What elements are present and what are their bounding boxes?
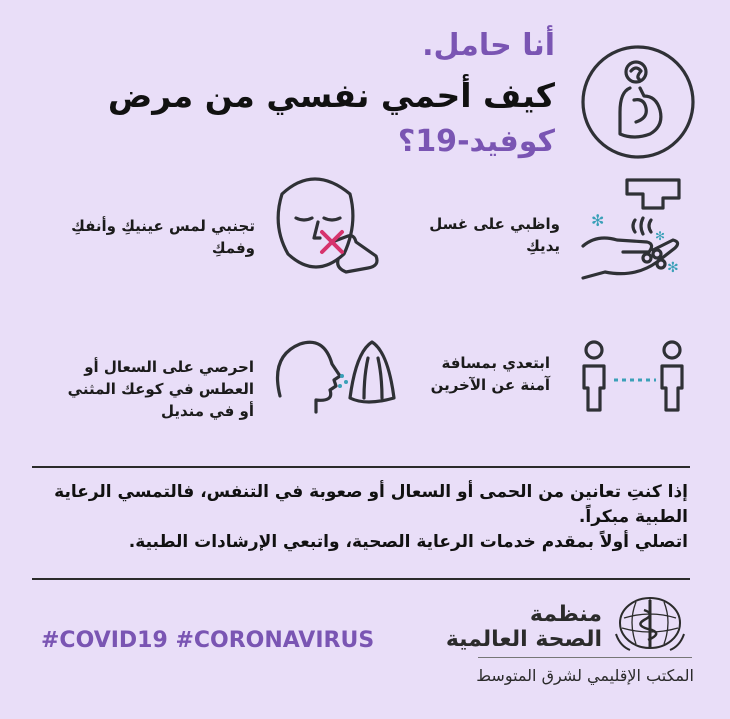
svg-text:✻: ✻ (591, 211, 605, 230)
who-divider (478, 657, 692, 658)
who-emblem-icon (614, 594, 686, 652)
divider-bottom (32, 578, 690, 580)
notice-line-1: إذا كنتِ تعانين من الحمى أو السعال أو صعوبة في التنفس، فالتمسي الرعاية الطبية مبكراً. (54, 482, 688, 527)
handwashing-icon (577, 174, 693, 284)
distance-icon (580, 340, 690, 414)
divider-top (32, 466, 690, 468)
tip-cover-cough: احرصي على السعال أو العطس في كوعك المثني أو في منديل (67, 358, 254, 420)
tip-avoid-touching-face: تجنبي لمس عينيكِ وأنفكِ وفمكِ (71, 217, 255, 257)
title-line-3: كوفيد-19؟ (397, 124, 555, 159)
tip-handwashing: واظبي على غسل يديكِ (429, 215, 560, 255)
notice-line-2: اتصلي أولاً بمقدم خدمات الرعاية الصحية، واتبعي الإرشادات الطبية. (128, 532, 688, 552)
who-organization-name (446, 602, 602, 652)
tip-keep-distance: ابتعدي بمسافة آمنة عن الآخرين (430, 354, 550, 394)
svg-text:✻: ✻ (655, 229, 666, 243)
who-name-line-2: الصحة العالمية (445, 627, 602, 652)
title-line-1: أنا حامل. (422, 28, 555, 63)
medical-care-notice (38, 480, 688, 555)
svg-text:✻: ✻ (667, 260, 679, 276)
who-name-line-1: منظمة (529, 602, 602, 627)
title-line-2: كيف أحمي نفسي من مرض (107, 76, 555, 115)
face-touch-icon (270, 172, 380, 284)
pregnant-woman-icon (578, 42, 698, 162)
cough-tissue-icon (272, 336, 404, 414)
regional-office-name: المكتب الإقليمي لشرق المتوسط (476, 666, 694, 685)
hashtags: #COVID19 #CORONAVIRUS (41, 628, 375, 653)
